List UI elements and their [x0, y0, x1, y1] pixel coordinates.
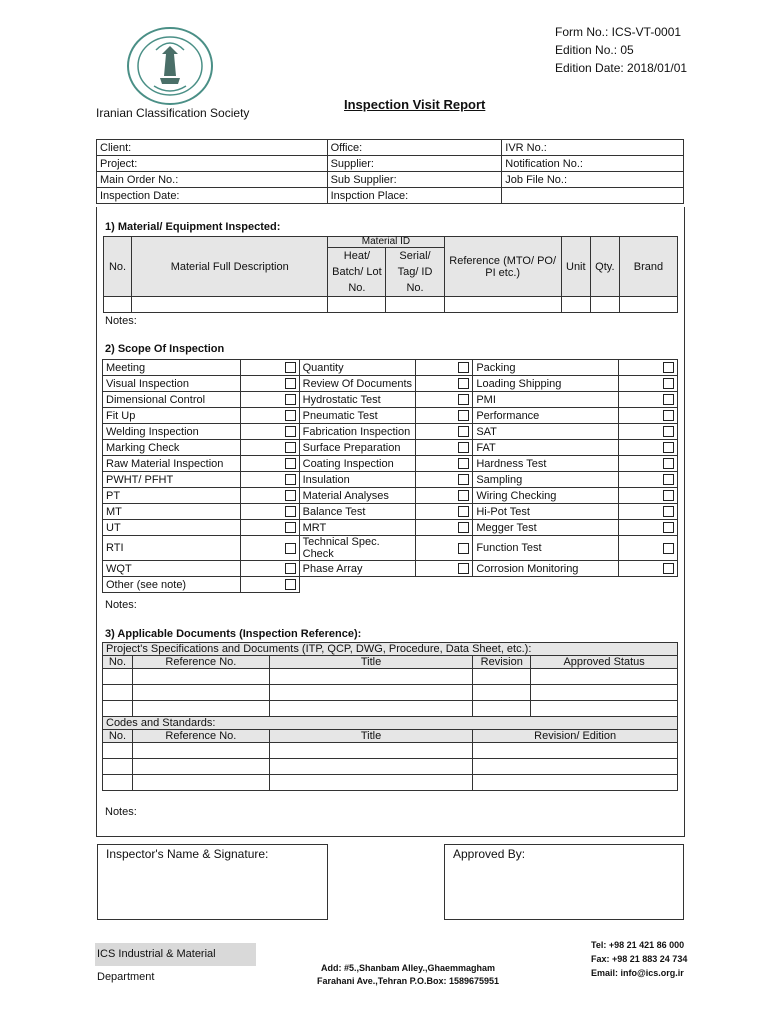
scope-item-label: Coating Inspection — [299, 456, 416, 472]
scope-item-label: RTI — [103, 536, 241, 561]
col-reference-header: Reference (MTO/ PO/ PI etc.) — [444, 237, 561, 297]
scope-item-label: Pneumatic Test — [299, 408, 416, 424]
material-row[interactable] — [104, 297, 678, 313]
scope-row — [103, 408, 678, 424]
scope-item-label: Other (see note) — [103, 577, 241, 593]
scope-item-label: Material Analyses — [299, 488, 416, 504]
address-line-2: Farahani Ave.,Tehran P.O.Box: 1589675951 — [316, 976, 500, 986]
col-brand-header: Brand — [619, 237, 677, 297]
col-serial-header: Serial/ Tag/ ID No. — [386, 248, 444, 297]
scope-checkbox[interactable] — [458, 410, 469, 421]
project-specs-header: Project's Specifications and Documents (ITP, QCP, DWG, Procedure, Data Sheet, etc.): — [103, 643, 678, 656]
scope-item-label: Visual Inspection — [103, 376, 241, 392]
scope-checkbox[interactable] — [285, 426, 296, 437]
info-field[interactable]: Office: — [327, 140, 502, 156]
scope-item-label: Hi-Pot Test — [473, 504, 619, 520]
info-field[interactable]: Sub Supplier: — [327, 172, 502, 188]
info-table — [96, 139, 684, 204]
col-material-id-header: Material ID — [328, 237, 444, 248]
scope-item-label: Marking Check — [103, 440, 241, 456]
code-col-no: No. — [103, 730, 133, 743]
scope-row — [103, 424, 678, 440]
scope-checkbox[interactable] — [285, 579, 296, 590]
info-field[interactable]: Inspection Date: — [97, 188, 328, 204]
scope-checkbox[interactable] — [285, 442, 296, 453]
scope-checkbox[interactable] — [285, 474, 296, 485]
scope-checkbox[interactable] — [285, 394, 296, 405]
fax: Fax: +98 21 883 24 734 — [591, 954, 688, 964]
scope-item-label: Loading Shipping — [473, 376, 619, 392]
department-label: ICS Industrial & Material Department — [95, 943, 256, 966]
scope-checkbox[interactable] — [285, 362, 296, 373]
scope-row — [103, 392, 678, 408]
scope-row — [103, 456, 678, 472]
scope-item-label: Technical Spec. Check — [299, 536, 416, 561]
scope-item-label: Sampling — [473, 472, 619, 488]
inspector-signature-box[interactable] — [97, 844, 328, 920]
section2-title: 2) Scope Of Inspection — [105, 343, 225, 355]
approved-by-box[interactable] — [444, 844, 684, 920]
scope-checkbox[interactable] — [285, 543, 296, 554]
scope-item-label: Packing — [473, 360, 619, 376]
scope-checkbox[interactable] — [663, 378, 674, 389]
scope-checkbox[interactable] — [663, 543, 674, 554]
edition-date: Edition Date: 2018/01/01 — [555, 61, 688, 75]
scope-row — [103, 536, 678, 561]
report-title: Inspection Visit Report — [344, 97, 486, 112]
scope-checkbox[interactable] — [663, 426, 674, 437]
info-field[interactable]: Inspction Place: — [327, 188, 502, 204]
doc-col-status: Approved Status — [531, 656, 678, 669]
info-field[interactable]: Main Order No.: — [97, 172, 328, 188]
doc-col-revision: Revision — [473, 656, 531, 669]
scope-item-label: Meeting — [103, 360, 241, 376]
scope-item-label: PT — [103, 488, 241, 504]
info-field[interactable]: Job File No.: — [502, 172, 684, 188]
doc-row[interactable] — [103, 701, 678, 717]
scope-checkbox[interactable] — [285, 490, 296, 501]
scope-row — [103, 561, 678, 577]
info-field[interactable]: Supplier: — [327, 156, 502, 172]
scope-item-label: SAT — [473, 424, 619, 440]
scope-checkbox[interactable] — [663, 458, 674, 469]
scope-checkbox[interactable] — [663, 490, 674, 501]
material-table — [103, 236, 678, 313]
code-col-ref: Reference No. — [132, 730, 269, 743]
scope-item-label: Function Test — [473, 536, 619, 561]
scope-checkbox[interactable] — [663, 506, 674, 517]
scope-checkbox[interactable] — [285, 506, 296, 517]
scope-checkbox[interactable] — [458, 394, 469, 405]
documents-table — [102, 642, 678, 791]
scope-item-label: Fit Up — [103, 408, 241, 424]
codes-header: Codes and Standards: — [103, 717, 678, 730]
section3-title: 3) Applicable Documents (Inspection Reference): — [105, 628, 362, 640]
col-unit-header: Unit — [561, 237, 590, 297]
scope-checkbox[interactable] — [663, 563, 674, 574]
address-line-1: Add: #5.,Shanbam Alley.,Ghaemmagham — [320, 963, 496, 973]
scope-checkbox[interactable] — [663, 474, 674, 485]
approved-by-label: Approved By: — [453, 847, 526, 861]
scope-checkbox[interactable] — [663, 362, 674, 373]
info-field[interactable]: IVR No.: — [502, 140, 684, 156]
scope-checkbox[interactable] — [285, 563, 296, 574]
scope-row — [103, 360, 678, 376]
scope-item-label: WQT — [103, 561, 241, 577]
info-row — [97, 140, 684, 156]
scope-item-label: MRT — [299, 520, 416, 536]
inspector-signature-label: Inspector's Name & Signature: — [106, 847, 269, 861]
scope-item-label: Phase Array — [299, 561, 416, 577]
scope-item-label: Performance — [473, 408, 619, 424]
scope-checkbox[interactable] — [458, 543, 469, 554]
scope-checkbox[interactable] — [458, 474, 469, 485]
code-col-rev-edition: Revision/ Edition — [473, 730, 678, 743]
col-heat-header: Heat/ Batch/ Lot No. — [328, 248, 386, 297]
scope-table — [102, 359, 678, 593]
scope-item-label: Surface Preparation — [299, 440, 416, 456]
scope-item-label: UT — [103, 520, 241, 536]
footer-contact — [591, 938, 687, 980]
scope-row — [103, 488, 678, 504]
scope-row — [103, 440, 678, 456]
info-row — [97, 188, 684, 204]
col-no-header: No. — [104, 237, 132, 297]
telephone: Tel: +98 21 421 86 000 — [591, 940, 685, 950]
info-field[interactable] — [502, 188, 684, 204]
scope-item-label: MT — [103, 504, 241, 520]
email: Email: info@ics.org.ir — [591, 968, 684, 978]
scope-item-label: Corrosion Monitoring — [473, 561, 619, 577]
scope-item-label: Welding Inspection — [103, 424, 241, 440]
section1-title: 1) Material/ Equipment Inspected: — [105, 221, 281, 233]
section1-notes: Notes: — [105, 315, 137, 327]
scope-checkbox[interactable] — [663, 442, 674, 453]
scope-checkbox[interactable] — [458, 490, 469, 501]
scope-checkbox[interactable] — [458, 522, 469, 533]
info-field[interactable]: Project: — [97, 156, 328, 172]
scope-item-label: Raw Material Inspection — [103, 456, 241, 472]
col-description-header: Material Full Description — [132, 237, 328, 297]
scope-row — [103, 376, 678, 392]
code-col-title: Title — [269, 730, 473, 743]
scope-checkbox[interactable] — [285, 522, 296, 533]
footer-address — [300, 962, 516, 988]
scope-checkbox[interactable] — [458, 442, 469, 453]
org-name: Iranian Classification Society — [96, 106, 250, 120]
doc-col-title: Title — [269, 656, 473, 669]
scope-item-label: Wiring Checking — [473, 488, 619, 504]
scope-checkbox[interactable] — [285, 458, 296, 469]
scope-item-label: FAT — [473, 440, 619, 456]
scope-row — [103, 577, 678, 593]
scope-checkbox[interactable] — [285, 378, 296, 389]
scope-checkbox[interactable] — [663, 410, 674, 421]
scope-checkbox[interactable] — [458, 426, 469, 437]
scope-item-label: PMI — [473, 392, 619, 408]
scope-item-label: Insulation — [299, 472, 416, 488]
scope-checkbox[interactable] — [458, 506, 469, 517]
scope-checkbox[interactable] — [458, 563, 469, 574]
doc-col-no: No. — [103, 656, 133, 669]
scope-checkbox[interactable] — [458, 362, 469, 373]
info-field[interactable]: Notification No.: — [502, 156, 684, 172]
scope-checkbox[interactable] — [285, 410, 296, 421]
scope-item-label: Quantity — [299, 360, 416, 376]
scope-checkbox[interactable] — [458, 378, 469, 389]
scope-row — [103, 504, 678, 520]
scope-checkbox[interactable] — [663, 394, 674, 405]
info-field[interactable]: Client: — [97, 140, 328, 156]
scope-item-label: PWHT/ PFHT — [103, 472, 241, 488]
scope-row — [103, 520, 678, 536]
code-row[interactable] — [103, 743, 678, 759]
doc-row[interactable] — [103, 685, 678, 701]
form-meta — [555, 23, 687, 77]
doc-row[interactable] — [103, 669, 678, 685]
section2-notes: Notes: — [105, 599, 137, 611]
scope-checkbox[interactable] — [458, 458, 469, 469]
scope-item-label: Fabrication Inspection — [299, 424, 416, 440]
scope-item-label: Hardness Test — [473, 456, 619, 472]
info-row — [97, 156, 684, 172]
form-number: Form No.: ICS-VT-0001 — [555, 25, 682, 39]
scope-item-label: Dimensional Control — [103, 392, 241, 408]
doc-col-ref: Reference No. — [132, 656, 269, 669]
info-row — [97, 172, 684, 188]
col-qty-header: Qty. — [590, 237, 619, 297]
scope-item-label: Hydrostatic Test — [299, 392, 416, 408]
ics-logo — [126, 26, 214, 106]
scope-row — [103, 472, 678, 488]
scope-item-label: Review Of Documents — [299, 376, 416, 392]
scope-checkbox[interactable] — [663, 522, 674, 533]
section3-notes: Notes: — [105, 806, 137, 818]
edition-number: Edition No.: 05 — [555, 43, 634, 57]
scope-item-label: Balance Test — [299, 504, 416, 520]
code-row[interactable] — [103, 775, 678, 791]
code-row[interactable] — [103, 759, 678, 775]
scope-item-label: Megger Test — [473, 520, 619, 536]
